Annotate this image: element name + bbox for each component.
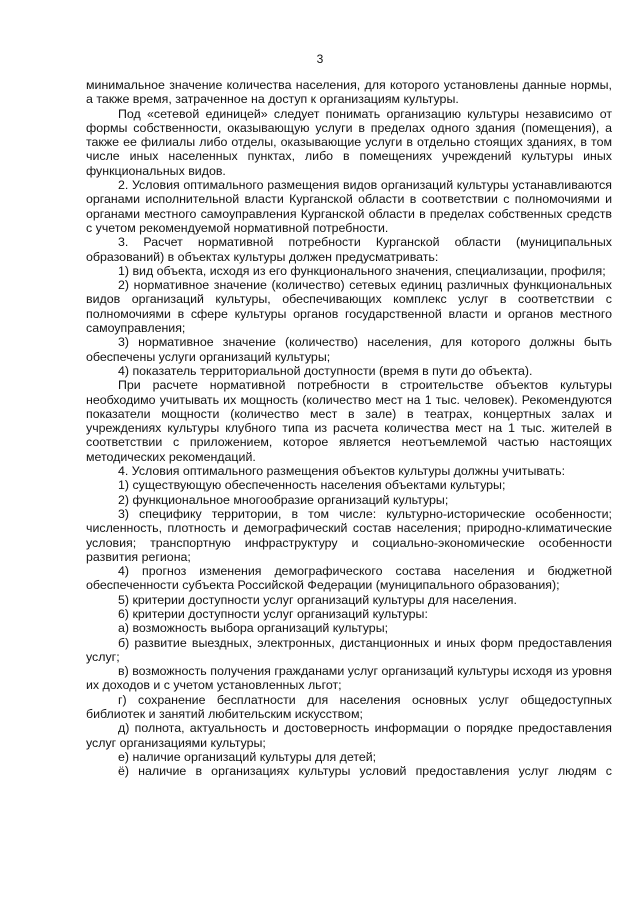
list-item-4-5: 5) критерии доступности услуг организаций культуры для населения. bbox=[118, 592, 517, 607]
list-subitem-g: г) сохранение бесплатности для населения основных услуг общедоступных библиотек и занятий любительским искусством; bbox=[86, 692, 612, 722]
paragraph-item-4: 4. Условия оптимального размещения объектов культуры должны учитывать: bbox=[118, 464, 566, 479]
list-item-4-1: 1) существующую обеспеченность населения объектами культуры; bbox=[118, 478, 506, 493]
list-item-4-2: 2) функциональное многообразие организаций культуры; bbox=[118, 492, 449, 507]
list-subitem-d: д) полнота, актуальность и достоверность информации о порядке предоставления услуг организациями культуры; bbox=[86, 721, 612, 750]
list-item-3-1: 1) вид объекта, исходя из его функционального значения, специализации, профиля; bbox=[118, 263, 606, 278]
list-subitem-e: е) наличие организаций культуры для детей; bbox=[118, 749, 377, 764]
document-body bbox=[86, 78, 612, 779]
paragraph-capacity: При расчете нормативной потребности в строительстве объектов культуры необходимо учитывать их мощность (количество мест на 1 тыс. человек). Рекомендуются показатели мощности (количество мест в зале) в театрах, концертных залах и учреждениях культуры клубного типа из расчета количества мест на 1 тыс. жителей в соответствии с приложением, которое является неотъемлемой частью настоящих методических рекомендаций. bbox=[86, 378, 612, 464]
list-item-3-3: 3) нормативное значение (количество) населения, для которого должны быть обеспечены услуги организаций культуры; bbox=[86, 335, 612, 364]
page-number: 3 bbox=[316, 52, 324, 66]
list-item-4-4: 4) прогноз изменения демографического состава населения и бюджетной обеспеченности субъекта Российской Федерации (муниципального образования); bbox=[86, 564, 612, 593]
list-item-4-3: 3) специфику территории, в том числе: культурно-исторические особенности; численность, плотность и демографический состав населения; природно-климатические условия; транспортную инфраструктуру и социально-экономические особенности развития региона; bbox=[86, 506, 612, 564]
list-subitem-b: б) развитие выездных, электронных, дистанционных и иных форм предоставления услуг; bbox=[86, 635, 612, 664]
paragraph-item-2: 2. Условия оптимального размещения видов организаций культуры устанавливаются органами исполнительной власти Курганской области в соответствии с полномочиями и органами местного самоуправления Курганской области в пределах собственных средств с учетом рекомендуемой нормативной потребности. bbox=[86, 178, 612, 235]
list-subitem-v: в) возможность получения гражданами услуг организаций культуры исходя из уровня их доходов и с учетом установленных льгот; bbox=[86, 664, 612, 693]
paragraph-network-unit: Под «сетевой единицей» следует понимать организацию культуры независимо от формы собственности, оказывающую услуги в пределах одного здания (помещения), а также ее филиалы либо отделы, оказывающие услуги в отдельно стоящих зданиях, в том числе иных населенных пунктах, либо в помещениях учреждений культуры иных функциональных видов. bbox=[86, 106, 612, 178]
paragraph-item-3: 3. Расчет нормативной потребности Курганской области (муниципальных образований) в объектах культуры должен предусматривать: bbox=[86, 235, 612, 264]
list-subitem-yo: ё) наличие в организациях культуры условий предоставления услуг людям с bbox=[118, 764, 612, 779]
list-item-3-2: 2) нормативное значение (количество) сетевых единиц различных функциональных видов организаций культуры, обеспечивающих комплекс услуг в соответствии с полномочиями в сфере культуры органов государственной власти и органов местного самоуправления; bbox=[86, 278, 612, 336]
list-item-4-6: 6) критерии доступности услуг организаций культуры: bbox=[118, 606, 428, 621]
list-item-3-4: 4) показатель территориальной доступности (время в пути до объекта). bbox=[118, 363, 533, 378]
list-subitem-a: а) возможность выбора организаций культуры; bbox=[118, 621, 389, 636]
paragraph-continuation: минимальное значение количества населения, для которого установлены данные нормы, а также время, затраченное на доступ к организациям культуры. bbox=[86, 78, 612, 107]
